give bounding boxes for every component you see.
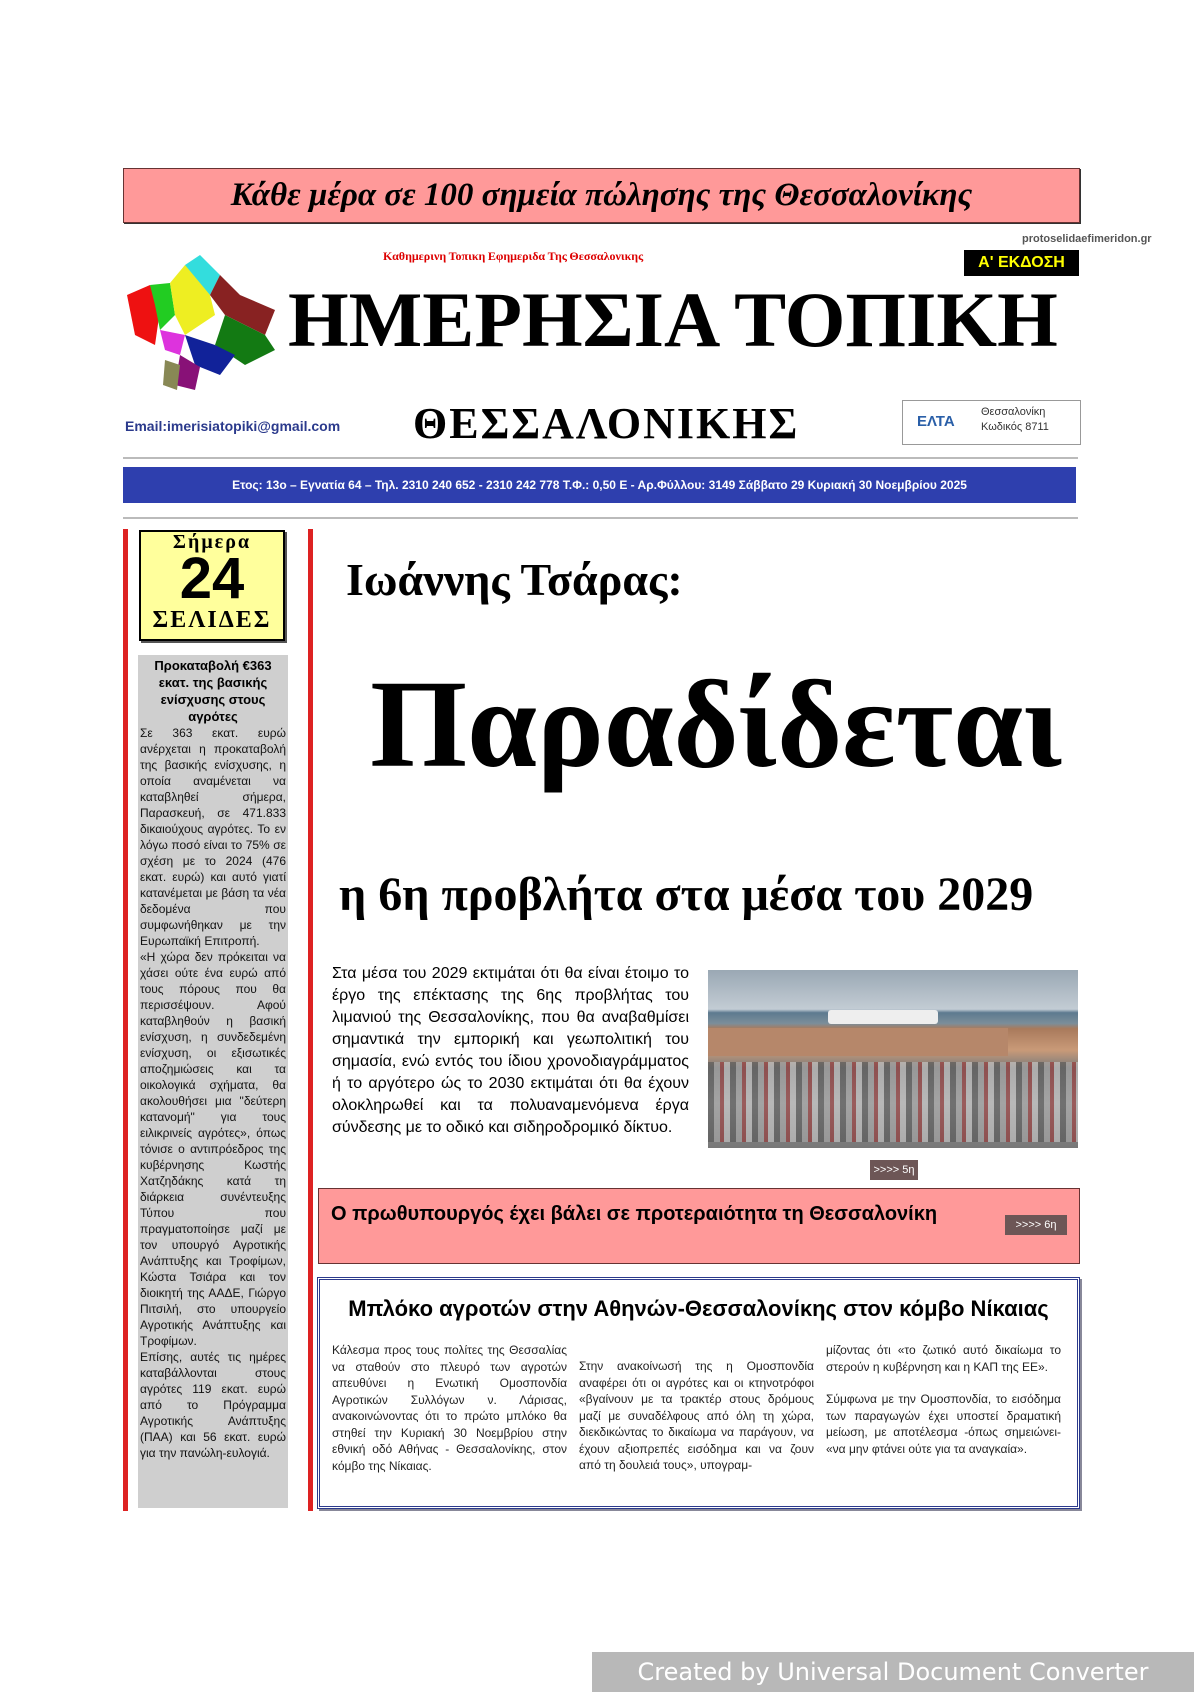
continue-page-6-link[interactable]: >>>> 6η [1005,1215,1067,1235]
port-photo [708,970,1078,1148]
region-map-logo [125,255,280,395]
issue-info-text: Ετος: 13ο – Εγνατία 64 – Τηλ. 2310 240 652 - 2310 242 778 Τ.Φ.: 0,50 Ε - Αρ.Φύλλου: 3149 Σάββατο 29 Κυριακή 30 Νοεμβρίου 2025 [232,478,967,492]
divider [123,517,1078,519]
elta-postal-box [902,400,1081,445]
contact-email[interactable]: Email:imerisiatopiki@gmail.com [125,418,341,434]
newspaper-title: ΗΜΕΡΗΣΙΑ ΤΟΠΙΚΗ [288,276,1058,363]
tagline-word: Θεσσαλονικης [569,249,644,263]
divider [123,457,1078,459]
source-watermark: protoselidaefimeridon.gr [1022,233,1152,245]
pages-label: ΣΕΛΙΔΕΣ [152,607,272,633]
continue-page-5-link[interactable]: >>>> 5η [870,1160,918,1180]
farmers-headline: Μπλόκο αγροτών στην Αθηνών-Θεσσαλονίκης στον κόμβο Νίκαιας [348,1296,1049,1321]
farmers-article-box [317,1277,1080,1509]
edition-badge: Α' ΕΚΔΟΣΗ [964,250,1079,276]
main-subheadline: η 6η προβλήτα στα μέσα του 2029 [339,868,1034,921]
sidebar-headline: Προκαταβολή €363 εκατ. της βασικής ενίσχυσης στους αγρότες [154,658,272,724]
tagline-word: Τοπικη [448,249,486,263]
tagline-word: Εφημεριδα [487,249,546,263]
farmers-paragraph: Σύμφωνα με την Ομοσπονδία, το εισόδημα των παραγωγών έχει υποστεί δραματική μείωση, με αποτέλεσμα -όπως σημειώνει- «να μην φτάνει ούτε για τα αναγκαία». [826,1392,1061,1456]
page-count-box [139,530,285,641]
tagline-word: Καθημερινη [383,249,447,263]
city-subtitle: ΘΕΣΣΑΛΟΝΙΚΗΣ [413,399,800,448]
masthead-tagline [383,248,643,266]
farmers-column-1: Κάλεσμα προς τους πολίτες της Θεσσαλίας να σταθούν στο πλευρό των αγροτών απευθύνει η Ενωτική Ομοσπονδία Αγροτικών Συλλόγων ν. Λάρισας, ανακοινώνοντας ότι το πρώτο μπλόκο θα στηθεί την Κυριακή 30 Νοεμβρίου στην εθνική οδό Αθήνας - Θεσσαλονίκης, στον κόμβο της Νίκαιας. [332,1343,567,1473]
sidebar-paragraph: Σε 363 εκατ. ευρώ ανέρχεται η προκαταβολή της βασικής ενίσχυσης, η οποία αναμένεται να καταβληθεί σήμερα, Παρασκευή, σε 471.833 δικαιούχους αγρότες. Το εν λόγω ποσό είναι το 75% σε σχέση με το 2024 (476 εκατ. ευρώ) και αυτό γιατί κατανέμεται με βάση τα νέα δεδομένα που συμφωνήθηκαν με την Ευρωπαϊκή Επιτροπή. [140,726,286,948]
elta-city: Θεσσαλονίκη [981,406,1046,418]
main-headline: Παραδίδεται [370,656,1062,794]
tagline-word: Της [547,249,567,263]
elta-logo: ΕΛΤΑ [917,413,955,430]
main-lead-paragraph: Στα μέσα του 2029 εκτιμάται ότι θα είναι έτοιμο το έργο της επέκτασης της 6ης προβλήτας του λιμανιού της Θεσσαλονίκης, που θα αναβαθμίσει σημαντικά την εμπορική και γεωπολιτική του σημασία, ενώ εντός του ίδιου χρονοδιαγράμματος ή το αργότερο ώς το 2030 εκτιμάται ότι θα έχουν ολοκληρωθεί και τα πολυαναμενόμενα έργα σύνδεσης με το οδικό και σιδηροδρομικό δίκτυο. [332,965,689,1136]
converter-watermark: Created by Universal Document Converter [592,1652,1194,1692]
sidebar-paragraph: Επίσης, αυτές τις ημέρες καταβάλλονται στους αγρότες 119 εκατ. ευρώ από το Πρόγραμμα Αγροτικής Ανάπτυξης (ΠΑΑ) και 56 εκατ. ευρώ για την πανώλη-ευλογιά. [140,1350,286,1460]
farmers-column-3 [826,1342,1061,1457]
sidebar-article [138,655,288,1508]
pages-number: 24 [179,546,245,611]
red-rule-right [308,529,313,1511]
elta-code: Κωδικός 8711 [981,421,1049,433]
sidebar-paragraph: «Η χώρα δεν πρόκειται να χάσει ούτε ένα ευρώ από τους πόρους που θα περισσέψουν. Αφού καταβληθούν η βασική ενίσχυση, η συνδεδεμένη ενίσχυση, οι εξισωτικές αποζημιώσεις και τα οικολογικά σχήματα, θα ακολουθήσει μια "δεύτερη κατανομή" για τους ειλικρινείς αγρότες», όπως τόνισε ο αντιπρόεδρος της κυβέρνησης Κωστής Χατζηδάκης κατά τη διάρκεια συνέντευξης Τύπου που πραγματοποίησε μαζί με τον υπουργό Αγροτικής Ανάπτυξης και Τροφίμων, Κώστα Τσιάρα και τον διοικητή της ΑΑΔΕ, Γιώργο Πιτσιλή, στο υπουργείο Αγροτικής Ανάπτυξης και Τροφίμων. [140,950,286,1348]
farmers-paragraph: μίζοντας ότι «το ζωτικό αυτό δικαίωμα το στερούν η κυβέρνηση και η ΚΑΠ της ΕΕ». [826,1343,1061,1374]
red-rule-left [123,529,128,1511]
sales-points-banner: Κάθε μέρα σε 100 σημεία πώλησης της Θεσσαλονίκης [123,168,1080,223]
issue-info-bar [123,467,1076,503]
farmers-column-2: Στην ανακοίνωσή της η Ομοσπονδία αναφέρει ότι οι αγρότες και οι κτηνοτρόφοι «βγαίνουν με τα τρακτέρ στους δρόμους μαζί με συναδέλφους από όλη τη χώρα, διεκδικώντας το δικαίωμα να παράγουν, να έχουν αξιοπρεπές εισόδημα και να ζουν από τη δουλειά τους», υπογραμ- [579,1359,814,1472]
pm-headline: Ο πρωθυπουργός έχει βάλει σε προτεραιότητα τη Θεσσαλονίκη [331,1203,938,1225]
main-kicker: Ιωάννης Τσάρας: [346,554,683,605]
pm-article-box [318,1188,1080,1264]
pages-today: Σήμερα [172,531,252,553]
